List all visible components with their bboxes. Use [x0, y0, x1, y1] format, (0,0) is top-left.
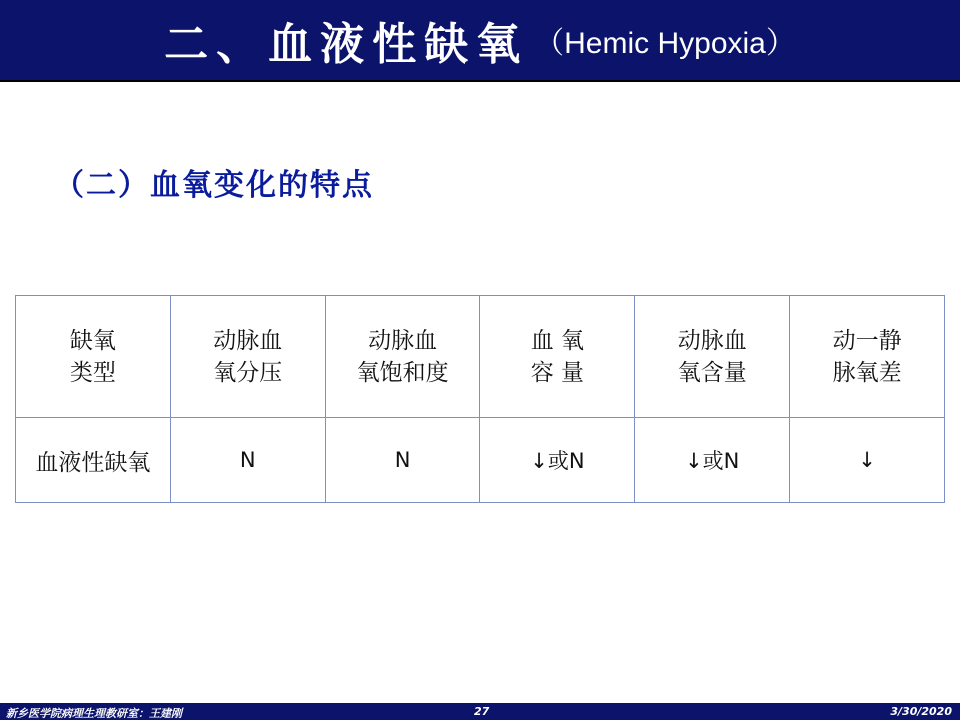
header-line: 氧饱和度 — [356, 359, 449, 386]
header-line: 缺氧 — [69, 327, 116, 354]
header-line: 类型 — [69, 359, 116, 386]
table-cell-cao2: ↓或N — [635, 418, 790, 503]
header-line: 脉氧差 — [832, 359, 902, 386]
header-cell-cao2 — [635, 296, 790, 418]
footer-department: 新乡医学院病理生理教研室：王建刚 — [6, 707, 182, 720]
header-line: 氧含量 — [677, 359, 747, 386]
slide-title: 二、血液性缺氧 — [164, 19, 529, 70]
title-bar — [0, 0, 960, 82]
header-cell-hypoxia-type — [16, 296, 171, 418]
footer-page-number: 27 — [474, 705, 490, 718]
table-cell-type: 血液性缺氧 — [16, 418, 171, 503]
section-subtitle: （二）血氧变化的特点 — [54, 168, 374, 203]
header-cell-sao2 — [325, 296, 480, 418]
header-line: 动脉血 — [368, 327, 438, 354]
header-line: 动一静 — [832, 327, 902, 354]
table-cell-pao2: N — [170, 418, 325, 503]
table-cell-av-difference: ↓ — [790, 418, 945, 503]
header-line: 动脉血 — [677, 327, 747, 354]
slide-title-english: （Hemic Hypoxia） — [534, 27, 796, 60]
header-line: 血 氧 — [530, 327, 585, 354]
header-line: 容 量 — [530, 359, 585, 386]
table-header-row — [16, 296, 945, 418]
header-cell-av-difference — [790, 296, 945, 418]
table-cell-sao2: N — [325, 418, 480, 503]
header-cell-pao2 — [170, 296, 325, 418]
table-cell-oxygen-capacity: ↓或N — [480, 418, 635, 503]
header-line: 氧分压 — [213, 359, 283, 386]
header-line: 动脉血 — [213, 327, 283, 354]
footer-bar — [0, 703, 960, 720]
footer-date: 3/30/2020 — [890, 705, 952, 718]
table-row — [16, 418, 945, 503]
header-cell-oxygen-capacity — [480, 296, 635, 418]
blood-oxygen-table — [15, 295, 945, 503]
